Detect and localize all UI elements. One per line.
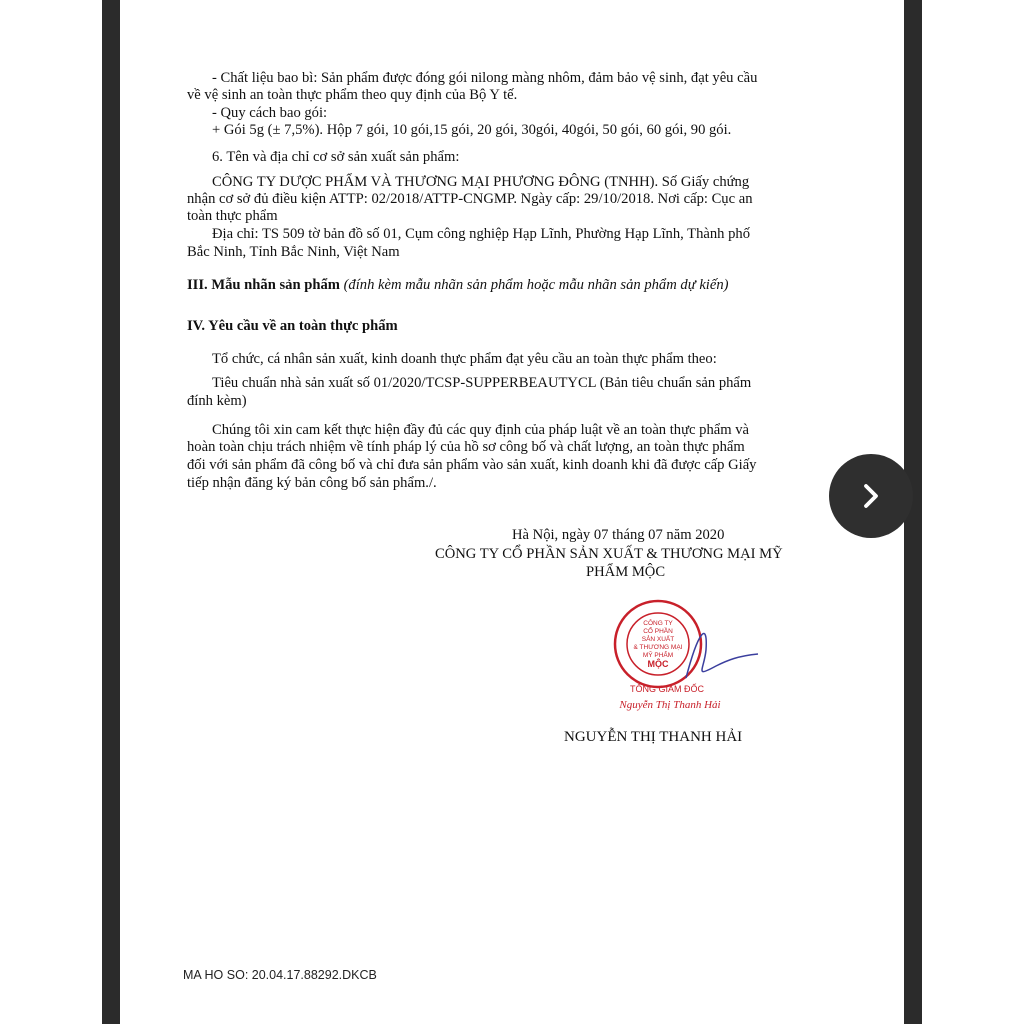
doc-line-5: 6. Tên và địa chỉ cơ sở sản xuất sản phẩm: <box>212 149 460 165</box>
doc-line-8: toàn thực phẩm <box>187 208 278 224</box>
company-name-line-2: PHẨM MỘC <box>586 564 666 580</box>
section-4-line-1: Tổ chức, cá nhân sản xuất, kinh doanh thực phẩm đạt yêu cầu an toàn thực phẩm theo: <box>212 351 717 367</box>
svg-text:& THƯƠNG MẠI: & THƯƠNG MẠI <box>633 644 683 651</box>
commitment-line-2: hoàn toàn chịu trách nhiệm về tính pháp lý của hồ sơ công bố và chất lượng, an toàn thực phẩm <box>187 439 745 455</box>
doc-line-6: CÔNG TY DƯỢC PHẨM VÀ THƯƠNG MẠI PHƯƠNG ĐÔNG (TNHH). Số Giấy chứng <box>212 174 750 190</box>
doc-line-1: - Chất liệu bao bì: Sản phẩm được đóng gói nilong màng nhôm, đảm bảo vệ sinh, đạt yêu cầu <box>212 70 758 86</box>
svg-text:MỘC: MỘC <box>647 659 669 669</box>
stamp-seal-graphic <box>566 592 784 712</box>
doc-line-3: - Quy cách bao gói: <box>212 105 328 121</box>
commitment-line-1: Chúng tôi xin cam kết thực hiện đầy đủ các quy định của pháp luật về an toàn thực phẩm và <box>212 422 749 438</box>
section-3-note: (đính kèm mẫu nhãn sản phẩm hoặc mẫu nhãn sản phẩm dự kiến) <box>343 277 729 293</box>
doc-line-9: Địa chỉ: TS 509 tờ bản đồ số 01, Cụm công nghiệp Hạp Lĩnh, Phường Hạp Lĩnh, Thành phố <box>212 226 751 242</box>
section-4-heading: IV. Yêu cầu về an toàn thực phẩm <box>187 318 398 334</box>
record-code: MA HO SO: 20.04.17.88292.DKCB <box>183 968 377 982</box>
doc-line-2: về vệ sinh an toàn thực phẩm theo quy định của Bộ Y tế. <box>187 87 518 103</box>
chevron-right-icon <box>856 481 886 511</box>
section-4-line-2: Tiêu chuẩn nhà sản xuất số 01/2020/TCSP-SUPPERBEAUTYCL (Bản tiêu chuẩn sản phẩm <box>212 375 752 391</box>
date-line: Hà Nội, ngày 07 tháng 07 năm 2020 <box>512 527 725 543</box>
section-3-heading-row <box>187 277 728 294</box>
svg-text:CỔ PHẦN: CỔ PHẦN <box>643 628 673 635</box>
doc-line-10: Bắc Ninh, Tỉnh Bắc Ninh, Việt Nam <box>187 244 400 260</box>
svg-text:SẢN XUẤT: SẢN XUẤT <box>641 636 675 643</box>
stamp-signature-name: Nguyễn Thị Thanh Hải <box>619 699 721 711</box>
doc-line-4: + Gói 5g (± 7,5%). Hộp 7 gói, 10 gói,15 gói, 20 gói, 30gói, 40gói, 50 gói, 60 gói, 90 gói. <box>212 122 732 138</box>
company-name-line-1: CÔNG TY CỔ PHẦN SẢN XUẤT & THƯƠNG MẠI MỸ <box>435 546 783 562</box>
commitment-line-3: đối với sản phẩm đã công bố và chỉ đưa sản phẩm vào sản xuất, kinh doanh khi đã được cấp Giấy <box>187 457 757 473</box>
svg-text:CÔNG TY: CÔNG TY <box>643 620 673 627</box>
section-3-heading: III. Mẫu nhãn sản phẩm <box>187 277 340 293</box>
commitment-line-4: tiếp nhận đăng ký bản công bố sản phẩm./. <box>187 475 437 491</box>
svg-text:MỸ PHẨM: MỸ PHẨM <box>642 652 674 659</box>
section-4-line-3: đính kèm) <box>187 393 247 409</box>
left-frame-bar <box>102 0 120 1024</box>
next-page-button[interactable] <box>829 454 913 538</box>
stamp-title: TỔNG GIÁM ĐỐC <box>630 684 704 694</box>
doc-line-7: nhận cơ sở đủ điều kiện ATTP: 02/2018/ATTP-CNGMP. Ngày cấp: 29/10/2018. Nơi cấp: Cục an <box>187 191 753 207</box>
signer-name: NGUYỄN THỊ THANH HẢI <box>564 729 743 745</box>
company-stamp <box>566 592 784 712</box>
